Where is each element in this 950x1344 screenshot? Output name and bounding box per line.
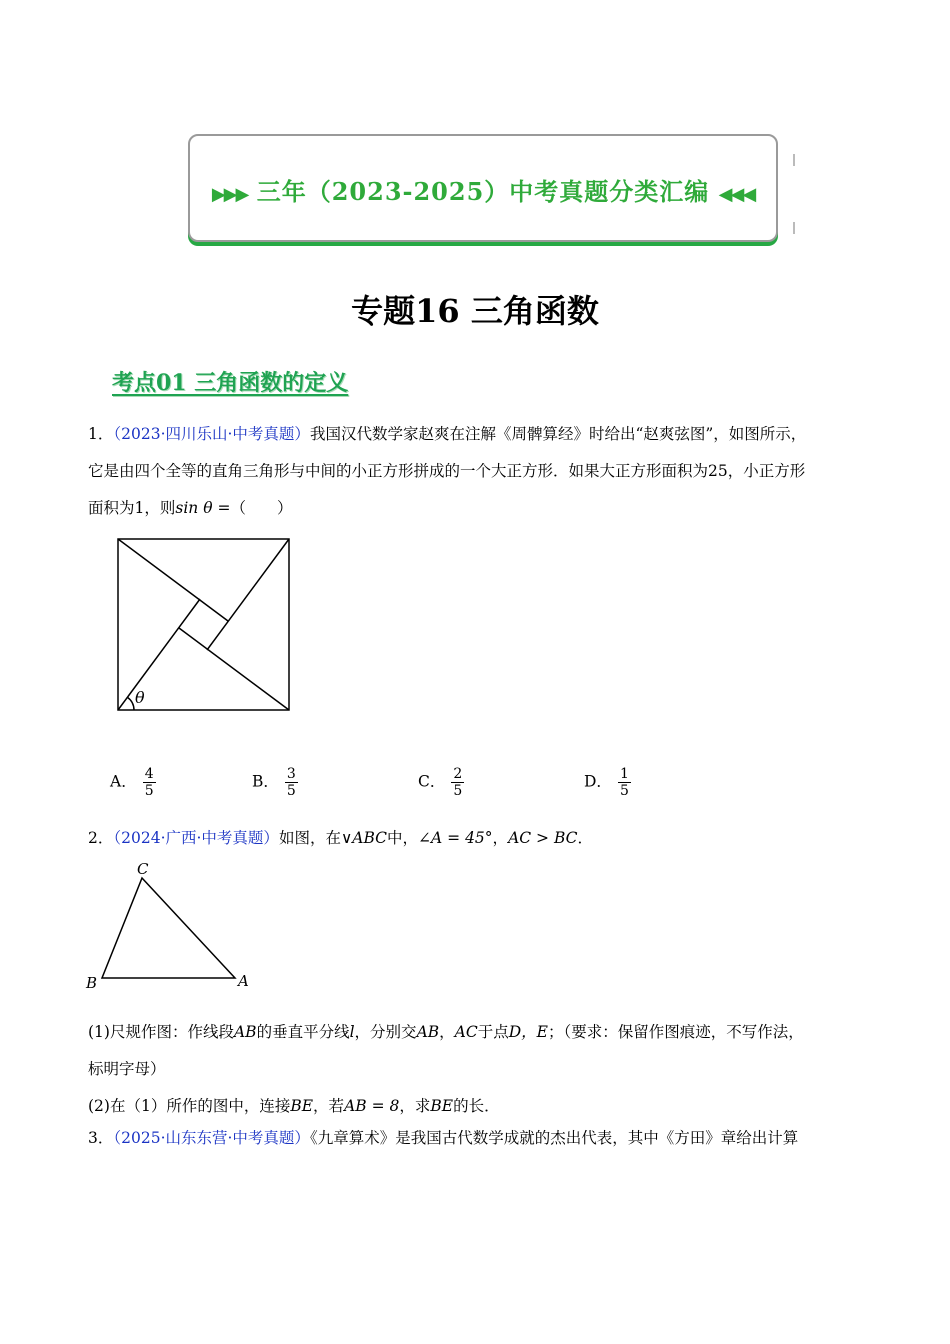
margin-mark [793, 222, 795, 234]
q3-number: 3． [88, 1129, 114, 1147]
q2-sep: ， [492, 829, 509, 847]
numerator: 1 [619, 766, 629, 782]
text: (1)尺规作图：作线段 [88, 1023, 234, 1041]
numerator: 4 [144, 766, 154, 782]
right-arrows-icon: ◀◀◀ [718, 184, 755, 205]
banner-title: 三年（2023-2025）中考真题分类汇编 [256, 177, 710, 206]
text: ， [439, 1023, 455, 1041]
triangle-abc [102, 878, 235, 978]
triangle-edge [118, 539, 228, 621]
denominator: 5 [144, 783, 154, 799]
text: ，若 [313, 1097, 345, 1115]
option-d[interactable] [584, 766, 631, 799]
theta-label: θ [135, 688, 145, 707]
question-1 [88, 416, 878, 527]
vertex-c-label: C [137, 860, 149, 878]
q2-number: 2． [88, 829, 114, 847]
math-l: l [349, 1023, 355, 1041]
q3-source: （2025·山东东营·中考真题） [113, 1129, 310, 1147]
math-de: D，E [508, 1023, 548, 1041]
q3-text: 《九章算术》是我国古代数学成就的杰出代表，其中《方田》章给出计算 [309, 1129, 799, 1147]
text: ；（要求：保留作图痕迹，不写作法， [548, 1023, 804, 1041]
q2-angle: ∠A = 45° [418, 829, 493, 847]
left-arrows-icon: ▶▶▶ [211, 184, 248, 205]
option-c-label: C． [418, 772, 446, 791]
denominator: 5 [619, 783, 629, 799]
math-ab: AB = 8 [344, 1097, 400, 1115]
margin-mark [793, 154, 795, 166]
fraction [285, 766, 298, 799]
q1-math: sin θ = [175, 499, 231, 517]
q2-part1-line1 [88, 1014, 878, 1051]
triangle-edge [207, 539, 289, 650]
numerator: 2 [453, 766, 463, 782]
section-heading: 考点01 三角函数的定义 [112, 370, 349, 396]
q1-line-2: 它是由四个全等的直角三角形与中间的小正方形拼成的一个大正方形．如果大正方形面积为25，小正方形 [88, 462, 806, 480]
text: 的垂直平分线 [256, 1023, 350, 1041]
math-ac: AC [454, 1023, 478, 1041]
option-b[interactable] [252, 766, 298, 799]
denominator: 5 [286, 783, 296, 799]
option-c[interactable] [418, 766, 464, 799]
math-ab: AB [233, 1023, 257, 1041]
math-be: BE [290, 1097, 314, 1115]
question-2 [88, 820, 878, 857]
vertex-b-label: B [86, 974, 98, 992]
text: ，求 [399, 1097, 431, 1115]
q2-inequality: AC > BC [508, 829, 578, 847]
triangle-figure [82, 856, 262, 996]
q1-line-1 [88, 416, 878, 453]
denominator: 5 [453, 783, 463, 799]
text: (2)在（1）所作的图中，连接 [88, 1097, 291, 1115]
triangle-edge [118, 599, 200, 710]
q1-text: 我国汉代数学家赵爽在注解《周髀算经》时给出“赵爽弦图”，如图所示， [309, 425, 807, 443]
zhao-shuang-figure [110, 532, 300, 722]
option-a-label: A． [110, 772, 137, 791]
q2-text: 中， [387, 829, 419, 847]
header-banner [188, 134, 778, 242]
q2-triangle: ∨ABC [340, 829, 388, 847]
triangle-edge [179, 628, 289, 710]
angle-arc [127, 697, 134, 710]
q2-text: 如图，在 [278, 829, 341, 847]
text: 的长． [453, 1097, 500, 1115]
page-title: 专题16 三角函数 [351, 292, 599, 330]
fraction [143, 766, 156, 799]
math-ab: AB [416, 1023, 440, 1041]
q1-number: 1． [88, 425, 114, 443]
banner-text [190, 172, 776, 207]
fraction [451, 766, 464, 799]
q1-blank: （ ） [230, 499, 293, 517]
q2-source: （2024·广西·中考真题） [113, 829, 279, 847]
question-3 [88, 1120, 878, 1157]
q2-part-1 [88, 1014, 878, 1125]
math-be: BE [430, 1097, 454, 1115]
fraction [618, 766, 631, 799]
q2-part1-line2: 标明字母） [88, 1060, 166, 1078]
q1-text-pre: 面积为1，则 [88, 499, 176, 517]
numerator: 3 [286, 766, 296, 782]
q2-end: ． [577, 829, 594, 847]
text: 于点 [477, 1023, 509, 1041]
option-a[interactable] [110, 766, 156, 799]
text: ，分别交 [354, 1023, 417, 1041]
outer-square [118, 539, 289, 710]
vertex-a-label: A [238, 972, 249, 990]
q1-line-3 [88, 490, 878, 527]
option-b-label: B． [252, 772, 279, 791]
q1-source: （2023·四川乐山·中考真题） [113, 425, 310, 443]
option-d-label: D． [584, 772, 612, 791]
